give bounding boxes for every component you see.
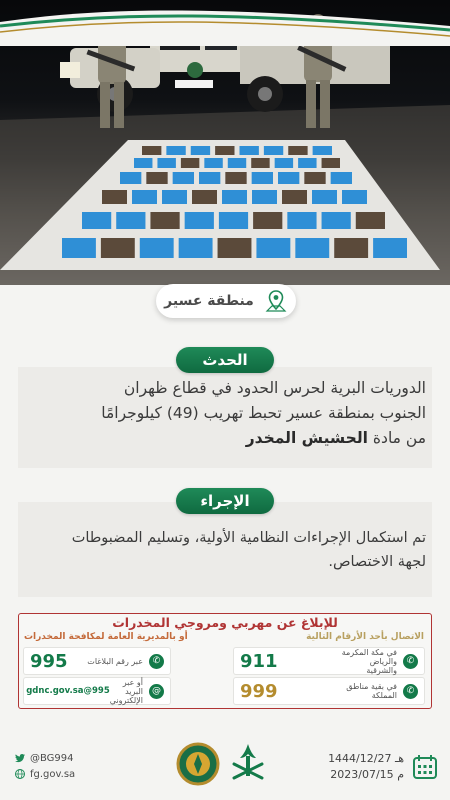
seized-package bbox=[304, 172, 325, 184]
event-line-3-bold: الحشيش المخدر bbox=[245, 429, 368, 447]
event-tag: الحدث bbox=[176, 347, 274, 373]
seized-package bbox=[295, 238, 329, 258]
seized-package bbox=[142, 146, 161, 155]
seized-package bbox=[225, 172, 246, 184]
seized-package bbox=[240, 146, 259, 155]
twitter-icon bbox=[14, 752, 26, 764]
seized-package bbox=[219, 212, 248, 229]
seized-package bbox=[82, 212, 111, 229]
seized-package bbox=[322, 212, 351, 229]
report-card-number: 995 bbox=[30, 650, 68, 672]
event-text bbox=[16, 376, 426, 451]
seized-package bbox=[140, 238, 174, 258]
seized-package bbox=[116, 212, 145, 229]
seized-package bbox=[342, 190, 367, 204]
seized-package bbox=[278, 172, 299, 184]
region-label: منطقة عسير bbox=[164, 293, 254, 309]
seized-package bbox=[356, 212, 385, 229]
seized-package bbox=[102, 190, 127, 204]
report-card-995[interactable] bbox=[24, 648, 170, 674]
border-guard-emblem bbox=[176, 742, 220, 786]
report-card-label: عبر رقم البلاغات bbox=[87, 656, 143, 666]
calendar-icon bbox=[412, 754, 438, 780]
report-card-email-value: 995@gdnc.gov.sa bbox=[26, 686, 110, 696]
report-left-header: أو بالمديرية العامة لمكافحة المخدرات bbox=[24, 632, 188, 642]
seized-package bbox=[181, 158, 199, 168]
phone-icon: ✆ bbox=[403, 684, 418, 699]
seized-package bbox=[331, 172, 352, 184]
seized-package bbox=[298, 158, 316, 168]
action-line-1: تم استكمال الإجراءات النظامية الأولية، وتسليم المضبوطات bbox=[71, 530, 426, 546]
seized-package bbox=[179, 238, 213, 258]
seizure-photo bbox=[0, 0, 450, 285]
report-right-header: الاتصال بأحد الأرقام التالية bbox=[306, 632, 424, 642]
seized-package bbox=[282, 190, 307, 204]
gregorian-date: 2023/07/15 م bbox=[330, 768, 404, 781]
seized-package bbox=[162, 190, 187, 204]
seized-package bbox=[222, 190, 247, 204]
globe-icon bbox=[14, 768, 26, 780]
twitter-handle-text: @BG994 bbox=[30, 752, 74, 764]
seized-package bbox=[150, 212, 179, 229]
seized-package bbox=[253, 212, 282, 229]
seized-package bbox=[334, 238, 368, 258]
hijri-date: 1444/12/27 هـ bbox=[328, 752, 404, 765]
seized-package bbox=[256, 238, 290, 258]
seized-package bbox=[146, 172, 167, 184]
seized-package bbox=[157, 158, 175, 168]
report-card-999[interactable] bbox=[234, 678, 424, 704]
report-card-label: أو عبر البريد الإلكتروني bbox=[109, 677, 143, 705]
seized-package bbox=[218, 238, 252, 258]
seized-package bbox=[264, 146, 283, 155]
seized-package bbox=[228, 158, 246, 168]
seized-package bbox=[215, 146, 234, 155]
report-title: للإبلاغ عن مهربي ومروجي المخدرات bbox=[112, 615, 338, 630]
event-line-2: الجنوب بمنطقة عسير تحبط تهريب (49) كيلوجرامًا bbox=[101, 404, 426, 422]
phone-icon: ✆ bbox=[149, 654, 164, 669]
seized-package bbox=[191, 146, 210, 155]
map-pin-icon bbox=[264, 289, 288, 313]
seized-package bbox=[252, 172, 273, 184]
seized-package bbox=[322, 158, 340, 168]
seized-package bbox=[251, 158, 269, 168]
event-line-3 bbox=[16, 426, 426, 451]
website-link[interactable] bbox=[14, 768, 75, 780]
seized-package bbox=[312, 190, 337, 204]
seized-package bbox=[192, 190, 217, 204]
seized-package bbox=[204, 158, 222, 168]
region-badge bbox=[156, 284, 296, 318]
seized-package bbox=[252, 190, 277, 204]
event-line-3-prefix: من مادة bbox=[372, 429, 426, 447]
email-icon: @ bbox=[149, 684, 164, 699]
decorative-wave bbox=[0, 0, 450, 46]
seized-package bbox=[275, 158, 293, 168]
report-card-number: 999 bbox=[240, 680, 278, 702]
website-text: fg.gov.sa bbox=[30, 768, 76, 780]
seized-package bbox=[313, 146, 332, 155]
seized-package bbox=[199, 172, 220, 184]
seized-package bbox=[134, 158, 152, 168]
seized-package bbox=[120, 172, 141, 184]
action-tag: الإجراء bbox=[176, 488, 274, 514]
seized-package bbox=[173, 172, 194, 184]
seized-package bbox=[288, 146, 307, 155]
seized-package bbox=[132, 190, 157, 204]
report-card-number: 911 bbox=[240, 650, 278, 672]
seized-package bbox=[287, 212, 316, 229]
event-line-1: الدوريات البرية لحرس الحدود في قطاع ظهران bbox=[123, 379, 426, 397]
action-line-2: لجهة الاختصاص. bbox=[328, 554, 426, 570]
seized-package bbox=[166, 146, 185, 155]
twitter-handle[interactable] bbox=[14, 752, 74, 764]
phone-icon: ✆ bbox=[403, 654, 418, 669]
report-card-email[interactable] bbox=[24, 678, 170, 704]
report-card-label: في مكة المكرمة والرياض والشرقية bbox=[341, 647, 397, 675]
action-text bbox=[16, 526, 426, 574]
report-card-911[interactable] bbox=[234, 648, 424, 674]
seized-package bbox=[373, 238, 407, 258]
seized-package bbox=[185, 212, 214, 229]
report-card-label: في بقية مناطق المملكة bbox=[346, 682, 397, 700]
seized-package bbox=[101, 238, 135, 258]
saudi-emblem bbox=[226, 740, 270, 786]
seized-package bbox=[62, 238, 96, 258]
